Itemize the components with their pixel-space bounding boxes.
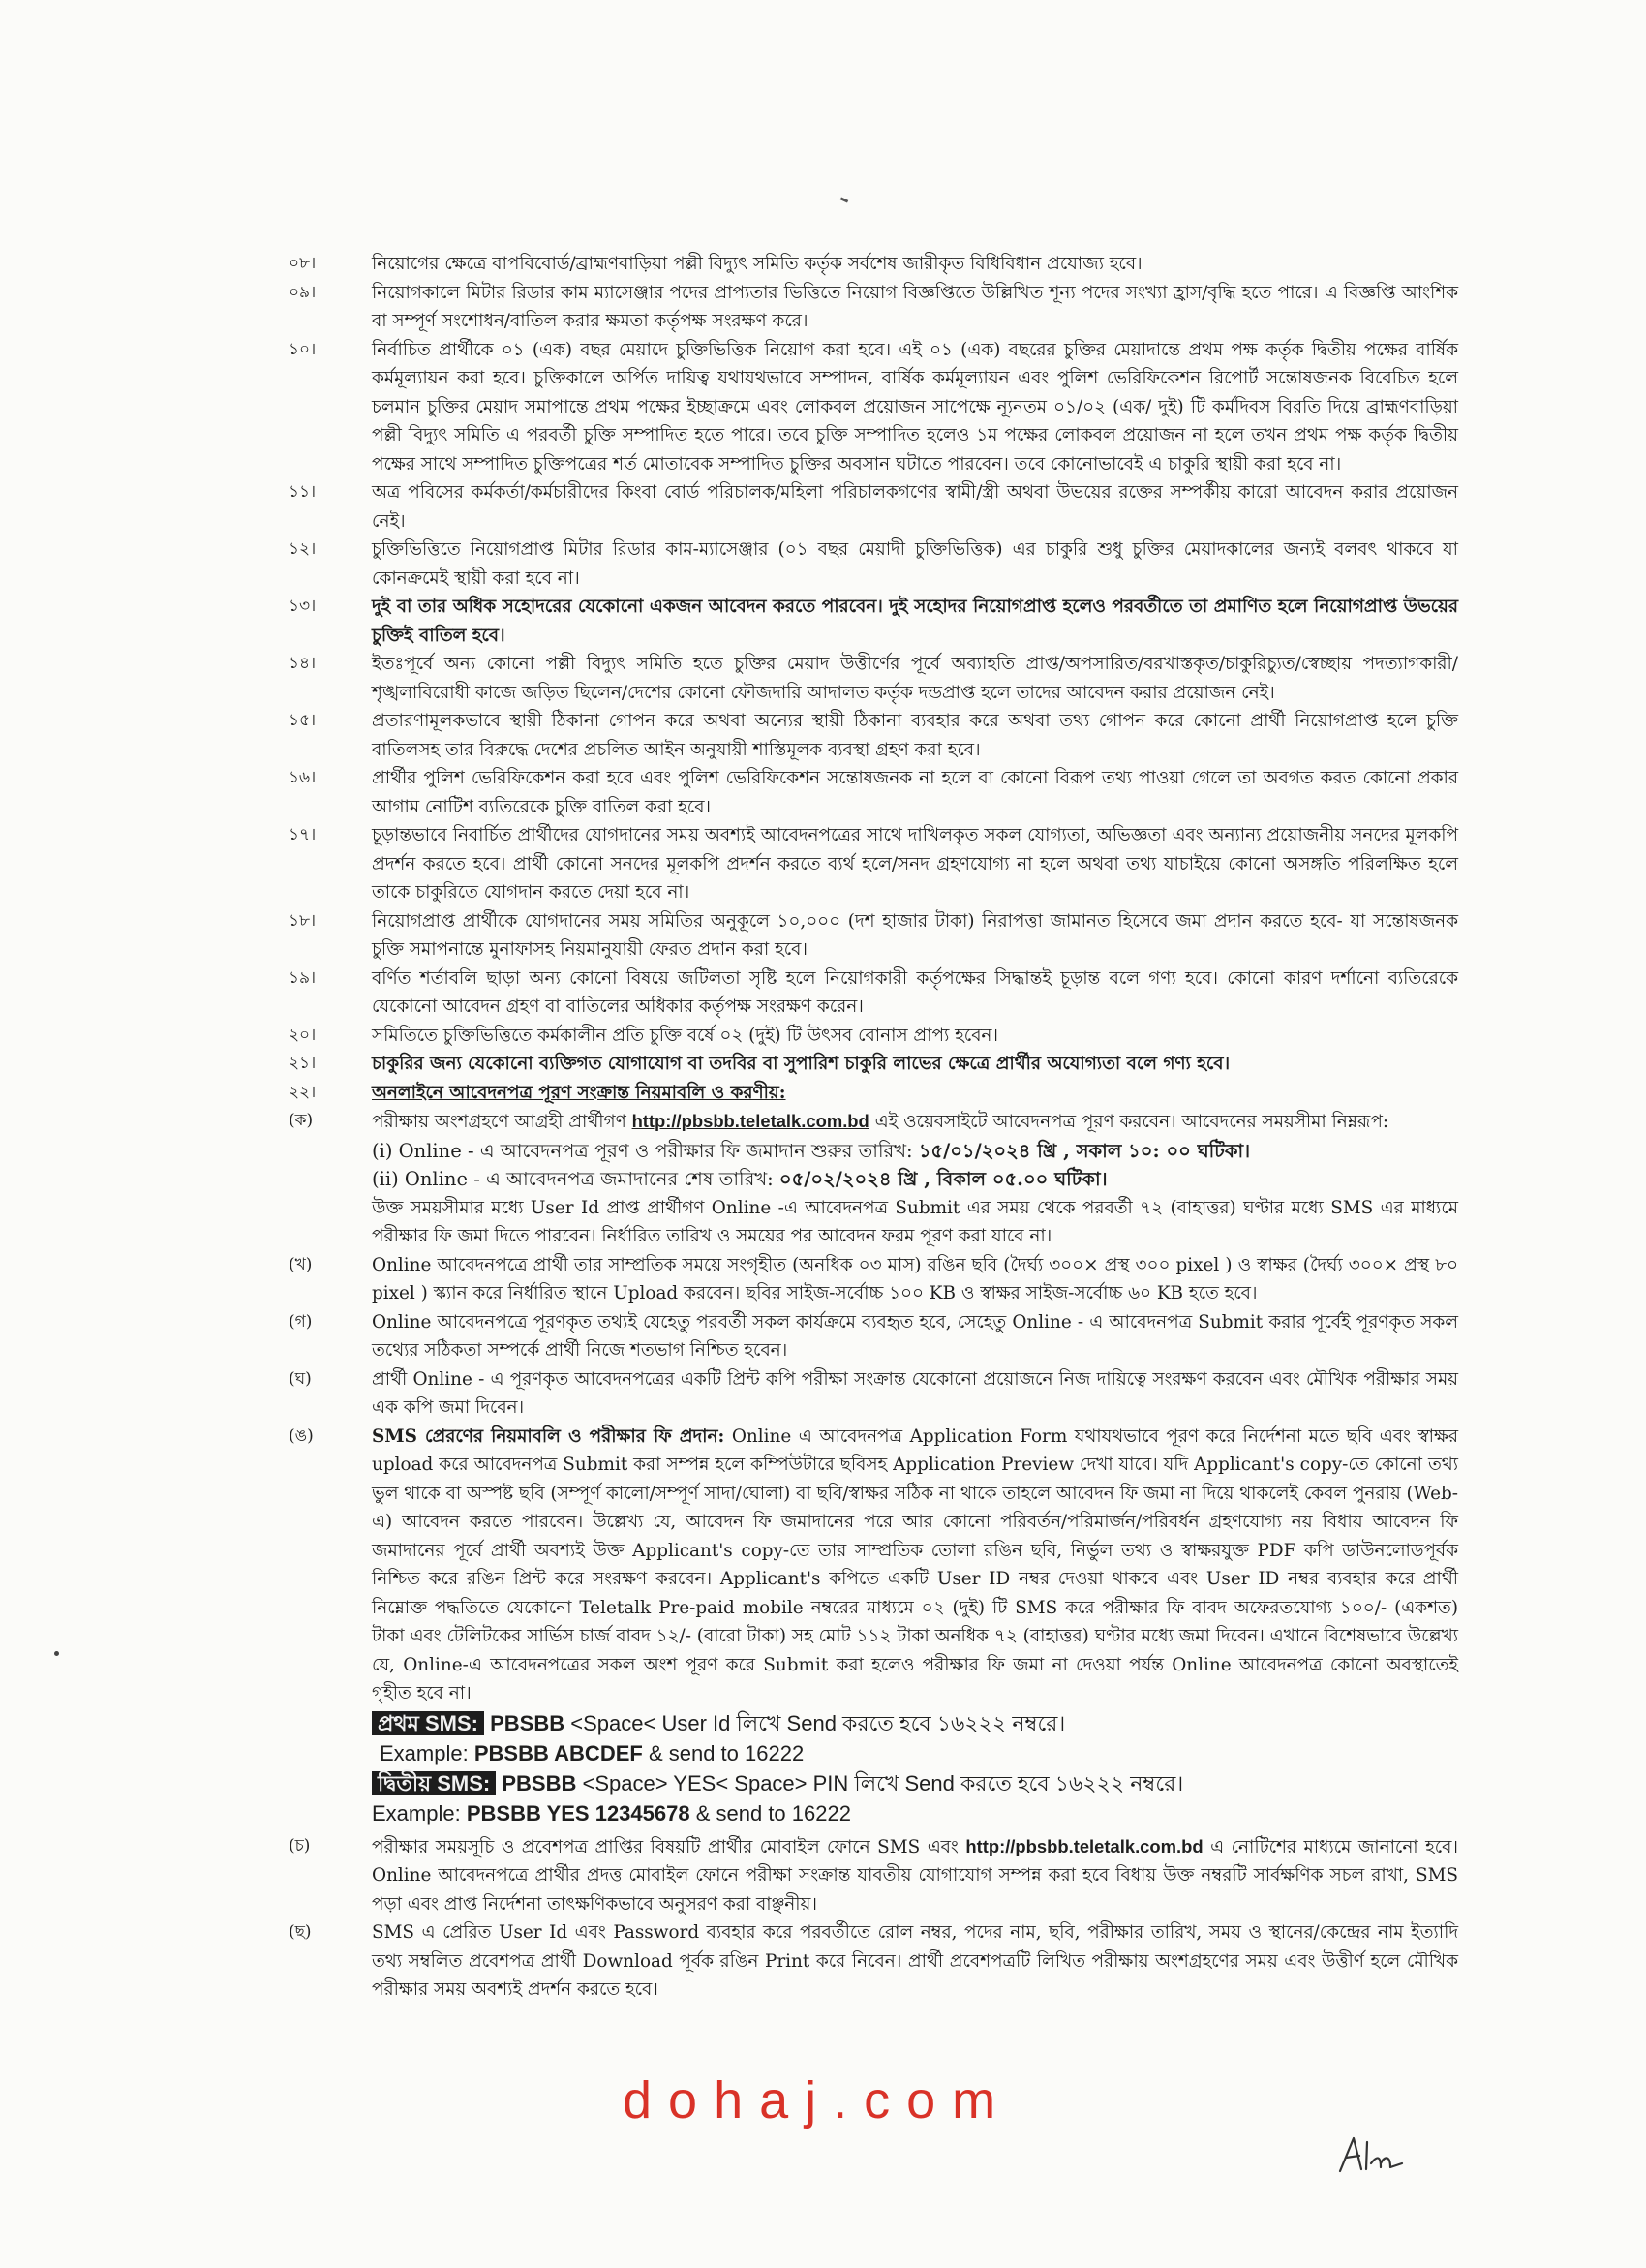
first-sms-rest: <Space< User Id লিখে Send করতে হবে ১৬২২২ নম্বরে। [570,1710,1066,1735]
item-number: ১৪। [289,654,317,673]
ka-intro: পরীক্ষায় অংশগ্রহণে আগ্রহী প্রার্থীগণ [372,1112,626,1132]
schedule-line-i [372,1137,1458,1166]
website-link[interactable]: http://pbsbb.teletalk.com.bd [965,1835,1204,1856]
item-text [372,1832,1458,1919]
item-21 [289,1050,1458,1079]
online-item-kha [289,1251,1458,1308]
schedule-line-ii [372,1165,1458,1194]
notice-body [289,250,1458,2005]
item-text: প্রার্থী Online - এ পূরণকৃত আবেদনপত্রের একটি প্রিন্ট কপি পরীক্ষা সংক্রান্ত যেকোনো প্রয়োজনে নিজ দায়িত্বে সংরক্ষণ করবেন এবং মৌখিক পরীক্ষার সময় এক কপি জমা দিবেন। [372,1368,1458,1418]
online-item-chha [289,1918,1458,2005]
example-code: PBSBB ABCDEF [473,1740,643,1765]
item-text: চুক্তিভিত্তিতে নিয়োগপ্রাপ্ত মিটার রিডার কাম-ম্যাসেঞ্জার (০১ বছর মেয়াদী চুক্তিভিত্তিক) এর চাকুরি শুধু চুক্তির মেয়াদকালের জন্যই বলবৎ থাকবে যা কোনক্রমেই স্থায়ী করা হবে না। [372,539,1458,589]
item-number: ১৩। [289,597,317,616]
item-number: ১৬। [289,768,317,787]
item-text: SMS এ প্রেরিত User Id এবং Password ব্যবহার করে পরবর্তীতে রোল নম্বর, পদের নাম, ছবি, পরীক্ষার তারিখ, সময় ও স্থানের/কেন্দ্রের নাম ইত্যাদি তথ্য সম্বলিত প্রবেশপত্র প্রার্থী Download পূর্বক রঙিন Print করে নিবেন। প্রার্থী প্রবেশপত্রটি লিখিত পরীক্ষায় অংশগ্রহণের সময় এবং উত্তীর্ণ হলে মৌখিক পরীক্ষার সময় অবশ্যই প্রদর্শন করতে হবে। [372,1922,1458,2000]
online-item-cha [289,1832,1458,1919]
example-rest: & send to 16222 [695,1800,851,1825]
item-text: সমিতিতে চুক্তিভিত্তিতে কর্মকালীন প্রতি চুক্তি বর্ষে ০২ (দুই) টি উৎসব বোনাস প্রাপ্য হবেন। [372,1025,998,1046]
example-label: Example: [372,1800,461,1825]
item-number: ২২। [289,1082,317,1102]
second-sms-rest: <Space> YES< Space> PIN লিখে Send করতে হবে ১৬২২২ নম্বরে। [582,1770,1184,1795]
first-sms-example [372,1738,1458,1768]
item-text [372,1107,1458,1137]
item-13 [289,593,1458,650]
ka-note: উক্ত সময়সীমার মধ্যে User Id প্রাপ্ত প্রার্থীগণ Online -এ আবেদনপত্র Submit এর সময় থেকে পরবর্তী ৭২ (বাহাত্তর) ঘণ্টার মধ্যে SMS এর মাধ্যমে পরীক্ষার ফি জমা দিতে পারবেন। নির্ধারিত তারিখ ও সময়ের পর আবেদন ফরম পূরণ করা যাবে না। [372,1197,1458,1246]
example-code: PBSBB YES 12345678 [466,1800,690,1825]
online-item-umo [289,1423,1458,1708]
item-number: (ঘ) [289,1368,312,1389]
item-text: Online আবেদনপত্রে প্রার্থী তার সাম্প্রতিক সময়ে সংগৃহীত (অনধিক ০৩ মাস) রঙিন ছবি (দৈর্ঘ্য ৩০০× প্রস্থ ৩০০ pixel ) ও স্বাক্ষর (দৈর্ঘ্য ৩০০× প্রস্থ ৮০ pixel ) স্ক্যান করে নির্ধারিত স্থানে Upload করবেন। ছবির সাইজ-সর্বোচ্চ ১০০ KB ও স্বাক্ষর সাইজ-সর্বোচ্চ ৬০ KB হতে হবে। [372,1254,1458,1303]
item-number: ১২। [289,539,317,559]
scan-dot [54,1651,59,1656]
item-text: Online আবেদনপত্রে পূরণকৃত তথ্যই যেহেতু পরবর্তী সকল কার্যক্রমে ব্যবহৃত হবে, সেহেতু Online - এ আবেদনপত্র Submit করার পূর্বেই পূরণকৃত সকল তথ্যের সঠিকতা সম্পর্কে প্রার্থী নিজে শতভাগ নিশ্চিত হবেন। [372,1311,1458,1361]
second-sms-label: দ্বিতীয় SMS: [372,1771,496,1795]
cha-post: এ নোটিশের মাধ্যমে জানানো হবে। Online আবেদনপত্রে প্রার্থীর প্রদত্ত মোবাইল ফোনে পরীক্ষা সংক্রান্ত যাবতীয় যোগাযোগ সম্পন্ন করা হবে বিধায় উক্ত নম্বরটি সার্বক্ষণিক সচল রাখা, SMS পড়া এবং প্রাপ্ত নির্দেশনা তাৎক্ষণিকভাবে অনুসরণ করা বাঞ্ছনীয়। [372,1836,1458,1915]
sms-rules-heading: SMS প্রেরণের নিয়মাবলি ও পরীক্ষার ফি প্রদান: [372,1425,725,1447]
item-text: বর্ণিত শর্তাবলি ছাড়া অন্য কোনো বিষয়ে জটিলতা সৃষ্টি হলে নিয়োগকারী কর্তৃপক্ষের সিদ্ধান্তই চূড়ান্ত বলে গণ্য হবে। কোনো কারণ দর্শানো ব্যতিরেকে যেকোনো আবেদন গ্রহণ বা বাতিলের অধিকার কর্তৃপক্ষ সংরক্ষণ করেন। [372,967,1458,1017]
item-number: ১০। [289,339,317,359]
online-note [289,1194,1458,1251]
item-18 [289,907,1458,965]
item-08 [289,250,1458,279]
item-text: দুই বা তার অধিক সহোদরের যেকোনো একজন আবেদন করতে পারবেন। দুই সহোদর নিয়োগপ্রাপ্ত হলেও পরবর্তীতে তা প্রমাণিত হলে নিয়োগপ্রাপ্ত উভয়ের চুক্তিই বাতিল হবে। [372,597,1458,646]
sms-rules-body: Online এ আবেদনপত্র Application Form যথাযথভাবে পূরণ করে নির্দেশনা মতে ছবি এবং স্বাক্ষর upload করে আবেদনপত্র Submit করা সম্পন্ন হলে কম্পিউটারে ছবিসহ Application Preview দেখা যাবে। যদি Applicant's copy-তে কোনো তথ্য ভুল থাকে বা অস্পষ্ট ছবি (সম্পূর্ণ কালো/সম্পূর্ণ সাদা/ঘোলা) বা ছবি/স্বাক্ষর সঠিক না থাকে তাহলে আবেদন ফি জমা না দিয়ে থাকলেই কেবল পুনরায় (Web-এ) আবেদন করতে পারবেন। উল্লেখ্য যে, আবেদন ফি জমাদানের পরে আর কোনো পরিবর্তন/পরিমার্জন/পরিবর্ধন গ্রহণযোগ্য নয় বিধায় আবেদন ফি জমাদানের পূর্বে প্রার্থী অবশ্যই উক্ত Applicant's copy-তে তার সাম্প্রতিক তোলা রঙিন ছবি, নির্ভুল তথ্য ও স্বাক্ষরযুক্ত PDF কপি ডাউনলোডপূর্বক নিশ্চিত করে রঙিন প্রিন্ট করে সংরক্ষণ করবেন। Applicant's কপিতে একটি User ID নম্বর দেওয়া থাকবে এবং User ID নম্বর ব্যবহার করে প্রার্থী নিম্নোক্ত পদ্ধতিতে যেকোনো Teletalk Pre-paid mobile নম্বরের মাধ্যমে ০২ (দুই) টি SMS করে পরীক্ষার ফি বাবদ অফেরতযোগ্য ১০০/- (একশত) টাকা এবং টেলিটকের সার্ভিস চার্জ বাবদ ১২/- (বারো টাকা) সহ মোট ১১২ টাকা অনধিক ৭২ (বাহাত্তর) ঘণ্টার মধ্যে জমা দিবেন। এখানে বিশেষভাবে উল্লেখ্য যে, Online-এ আবেদনপত্রের সকল অংশ পূরণ করে Submit করা হলেও পরীক্ষার ফি জমা না দেওয়া পর্যন্ত Online আবেদনপত্র কোনো অবস্থাতেই গৃহীত হবে না। [372,1425,1458,1703]
schedule-end-date: ০৫/০২/২০২৪ খ্রি , বিকাল ০৫.০০ ঘটিকা। [778,1168,1108,1190]
online-item-ka [289,1107,1458,1137]
item-number: (চ) [289,1835,311,1855]
item-text: চূড়ান্তভাবে নিবার্চিত প্রার্থীদের যোগদানের সময় অবশ্যই আবেদনপত্রের সাথে দাখিলকৃত সকল যোগ্যতা, অভিজ্ঞতা এবং অন্যান্য প্রয়োজনীয় সনদের মূলকপি প্রদর্শন করতে হবে। প্রার্থী কোনো সনদের মূলকপি প্রদর্শন করতে ব্যর্থ হলে/সনদ গ্রহণযোগ্য না হলে অথবা তথ্য যাচাইয়ে কোনো অসঙ্গতি পরিলক্ষিত হলে তাকে চাকুরিতে যোগদান করতে দেয়া হবে না। [372,825,1458,903]
example-rest: & send to 16222 [648,1740,805,1765]
second-sms-example [372,1798,1458,1828]
item-16 [289,764,1458,821]
item-number: ১৮। [289,910,317,931]
item-19 [289,965,1458,1022]
signature [1334,2134,1412,2177]
online-item-ga [289,1308,1458,1365]
schedule-end-label: (ii) Online - এ আবেদনপত্র জমাদানের শেষ তারিখ: [372,1168,774,1190]
item-text: ইতঃপূর্বে অন্য কোনো পল্লী বিদ্যুৎ সমিতি হতে চুক্তির মেয়াদ উত্তীর্ণের পূর্বে অব্যাহতি প্রাপ্ত/অপসারিত/বরখাস্তকৃত/চাকুরিচ্যুত/স্বেচ্ছায় পদত্যাগকারী/শৃঙ্খলাবিরোধী কাজে জড়িত ছিলেন/দেশের কোনো ফৌজদারি আদালত কর্তৃক দন্ডপ্রাপ্ত হলে তাদের আবেদন করার প্রয়োজন নেই। [372,654,1458,703]
first-sms-label: প্রথম SMS: [372,1711,484,1735]
item-11 [289,478,1458,536]
website-link[interactable]: http://pbsbb.teletalk.com.bd [631,1111,869,1131]
example-label: Example: [380,1740,469,1765]
item-number: ০৯। [289,282,317,302]
cha-pre: পরীক্ষার সময়সূচি ও প্রবেশপত্র প্রাপ্তির বিষয়টি প্রার্থীর মোবাইল ফোনে SMS এবং [372,1836,959,1857]
item-number: ১৭। [289,825,317,844]
item-12 [289,536,1458,593]
item-number: (ছ) [289,1922,312,1942]
item-text: নিয়োগকালে মিটার রিডার কাম ম্যাসেঞ্জার পদের প্রাপ্যতার ভিত্তিতে নিয়োগ বিজ্ঞপ্তিতে উল্লিখিত শূন্য পদের সংখ্যা হ্রাস/বৃদ্ধি হতে পারে। এ বিজ্ঞপ্তি আংশিক বা সম্পূর্ণ সংশোধন/বাতিল করার ক্ষমতা কর্তৃপক্ষ সংরক্ষণ করে। [372,282,1458,331]
first-sms-code: PBSBB [490,1710,565,1735]
scan-mark [840,197,849,202]
item-number: ২১। [289,1054,317,1073]
item-number: ১৯। [289,967,317,988]
item-text: অনলাইনে আবেদনপত্র পূরণ সংক্রান্ত নিয়মাবলি ও করণীয়: [372,1082,786,1103]
item-text: প্রতারণামূলকভাবে স্থায়ী ঠিকানা গোপন করে অথবা অন্যের স্থায়ী ঠিকানা ব্যবহার করে অথবা তথ্য গোপন করে কোনো প্রার্থী নিয়োগপ্রাপ্ত হলে চুক্তি বাতিলসহ তার বিরুদ্ধে দেশের প্রচলিত আইন অনুযায়ী শাস্তিমূলক ব্যবস্থা গ্রহণ করা হবে। [372,711,1458,760]
item-22 [289,1079,1458,1108]
item-number: (গ) [289,1311,313,1332]
item-number: ১৫। [289,711,317,730]
item-text: নির্বাচিত প্রার্থীকে ০১ (এক) বছর মেয়াদে চুক্তিভিত্তিক নিয়োগ করা হবে। এই ০১ (এক) বছরের চুক্তির মেয়াদান্তে প্রথম পক্ষ কর্তৃক দ্বিতীয় পক্ষের বার্ষিক কর্মমূল্যায়ন করা হবে। চুক্তিকালে অর্পিত দায়িত্ব যথাযথভাবে সম্পাদন, বার্ষিক কর্মমূল্যায়ন এবং পুলিশ ভেরিফিকেশন রিপোর্ট সন্তোষজনক বিবেচিত হলে চলমান চুক্তির মেয়াদ সমাপান্তে প্রথম পক্ষের ইচ্ছাক্রমে এবং লোকবল প্রয়োজন সাপেক্ষে ন্যূনতম ০১/০২ (এক/ দুই) টি কর্মদিবস বিরতি দিয়ে ব্রাহ্মণবাড়িয়া পল্লী বিদ্যুৎ সমিতি এ পরবর্তী চুক্তি সম্পাদিত হতে পারে। তবে চুক্তি সম্পাদিত হলেও ১ম পক্ষের লোকবল প্রয়োজন না হলে তখন প্রথম পক্ষ কর্তৃক দ্বিতীয় পক্ষের সাথে সম্পাদিত চুক্তিপত্রের শর্ত মোতাবেক সম্পাদিত চুক্তির অবসান ঘটাতে পারবেন। তবে কোনোভাবেই এ চাকুরি স্থায়ী করা হবে না। [372,339,1458,475]
item-number: (ঙ) [289,1425,314,1446]
item-text: চাকুরির জন্য যেকোনো ব্যক্তিগত যোগাযোগ বা তদবির বা সুপারিশ চাকুরি লাভের ক্ষেত্রে প্রার্থীর অযোগ্যতা বলে গণ্য হবে। [372,1054,1231,1074]
item-number: (খ) [289,1254,313,1274]
item-number: (ক) [289,1111,314,1130]
item-text [372,1423,1458,1708]
sms-instructions [372,1708,1458,1828]
ka-post: এই ওয়েবসাইটে আবেদনপত্র পূরণ করবেন। আবেদনের সময়সীমা নিম্নরূপ: [874,1112,1389,1132]
item-number: ১১। [289,482,317,502]
item-10 [289,336,1458,479]
item-number: ২০। [289,1025,317,1045]
schedule-start-label: (i) Online - এ আবেদনপত্র পূরণ ও পরীক্ষার ফি জমাদান শুরুর তারিখ: [372,1139,913,1162]
item-15 [289,707,1458,764]
schedule-start-date: ১৫/০১/২০২৪ খ্রি , সকাল ১০: ০০ ঘটিকা। [918,1139,1251,1162]
item-number: ০৮। [289,254,317,273]
item-14 [289,650,1458,707]
item-text: নিয়োগের ক্ষেত্রে বাপবিবোর্ড/ব্রাহ্মণবাড়িয়া পল্লী বিদ্যুৎ সমিতি কর্তৃক সর্বশেষ জারীকৃত বিধিবিধান প্রযোজ্য হবে। [372,254,1143,274]
item-text: নিয়োগপ্রাপ্ত প্রার্থীকে যোগদানের সময় সমিতির অনুকূলে ১০,০০০ (দশ হাজার টাকা) নিরাপত্তা জামানত হিসেবে জমা প্রদান করতে হবে- যা সন্তোষজনক চুক্তি সমাপনান্তে মুনাফাসহ নিয়মানুযায়ী ফেরত প্রদান করা হবে। [372,910,1458,960]
second-sms [372,1768,1458,1798]
second-sms-code: PBSBB [502,1770,577,1795]
watermark: dohaj.com [623,2071,1013,2130]
item-text: প্রার্থীর পুলিশ ভেরিফিকেশন করা হবে এবং পুলিশ ভেরিফিকেশন সন্তোষজনক না হলে বা কোনো বিরূপ তথ্য পাওয়া গেলে তা অবগত করত কোনো প্রকার আগাম নোটিশ ব্যতিরেকে চুক্তি বাতিল করা হবে। [372,768,1458,817]
numbered-items [289,250,1458,1107]
item-text: অত্র পবিসের কর্মকর্তা/কর্মচারীদের কিংবা বোর্ড পরিচালক/মহিলা পরিচালকগণের স্বামী/স্ত্রী অথবা উভয়ের রক্তের সম্পর্কীয় কারো আবেদন করার প্রয়োজন নেই। [372,482,1458,532]
online-item-gha [289,1365,1458,1423]
item-20 [289,1022,1458,1051]
item-17 [289,821,1458,907]
item-09 [289,279,1458,336]
first-sms [372,1708,1458,1738]
